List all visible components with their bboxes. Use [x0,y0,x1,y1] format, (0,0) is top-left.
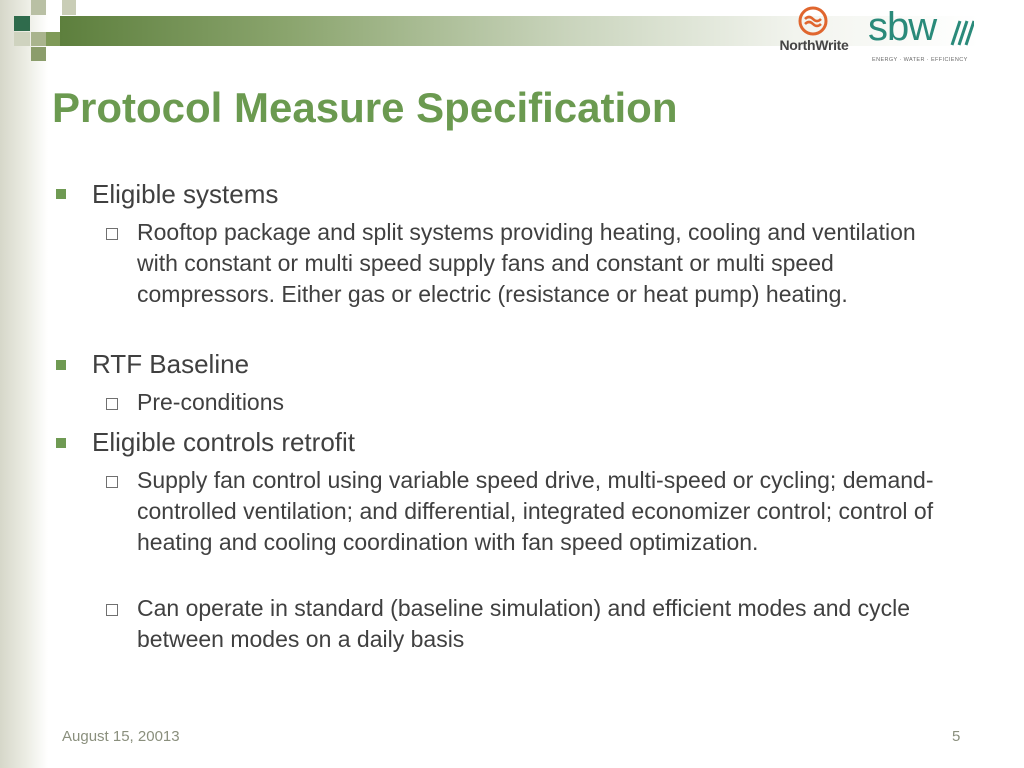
decor-square [62,0,76,15]
sbw-logo-text: sbw [868,5,937,49]
northwrite-logo-text: NorthWrite [779,37,849,53]
bullet-level2: Can operate in standard (baseline simulation) and efficient modes and cycle between modes on a daily basis [137,595,911,652]
square-bullet-icon [56,189,66,199]
sbw-logo [868,5,978,66]
square-bullet-icon [56,438,66,448]
bullet-level1: RTF Baseline [92,349,250,379]
bullet-level2: Pre-conditions [137,389,285,415]
decor-square [31,32,46,46]
bullet-level1: Eligible systems [92,179,279,209]
footer-date: August 15, 20013 [62,728,180,745]
bullet-level2: Rooftop package and split systems providing heating, cooling and ventilation with constant or multi speed supply fans and constant or multi speed compressors. Either gas or electric (resistance or heat pump) heating. [137,219,916,307]
hollow-square-bullet-icon [106,476,118,488]
decor-square [14,32,30,46]
decor-square [14,16,30,31]
sbw-slashes-icon [948,20,974,46]
decor-square [31,0,46,15]
left-gradient-band [0,0,48,768]
square-bullet-icon [56,360,66,370]
decor-square [31,47,46,61]
hollow-square-bullet-icon [106,604,118,616]
page-number: 5 [952,728,961,745]
northwrite-logo-icon [798,6,828,36]
hollow-square-bullet-icon [106,398,118,410]
northwrite-logo [768,6,860,54]
decor-square [46,32,60,46]
hollow-square-bullet-icon [106,228,118,240]
bullet-level1: Eligible controls retrofit [92,427,355,457]
bullet-level2: Supply fan control using variable speed drive, multi-speed or cycling; demand-controlled ventilation; and differential, integrated economizer control; control of heating and cooling coordination with fan speed optimization. [137,467,934,555]
slide-title: Protocol Measure Specification [52,84,678,131]
sbw-tagline: ENERGY · WATER · EFFICIENCY [872,57,968,63]
